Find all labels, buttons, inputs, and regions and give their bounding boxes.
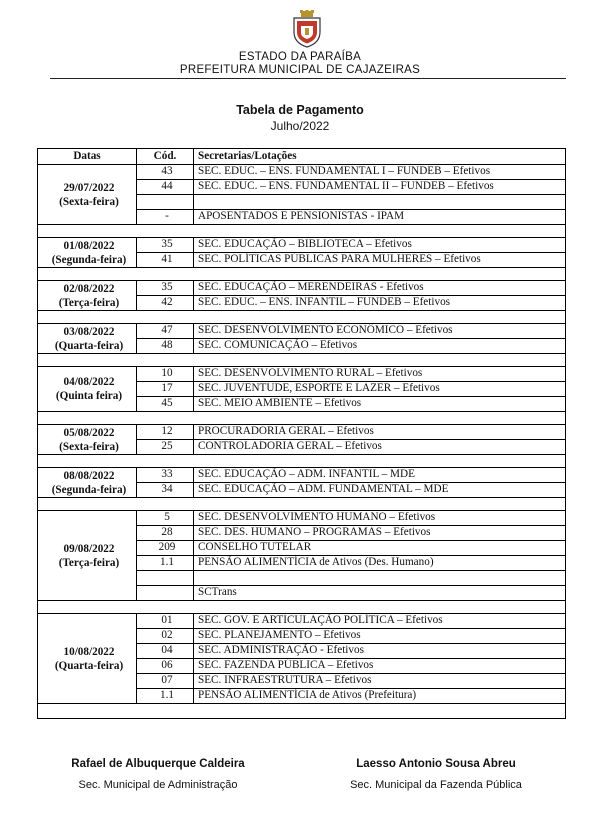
code-cell: 1.1 xyxy=(137,556,194,571)
payment-date-cell xyxy=(38,425,137,455)
code-cell: 35 xyxy=(137,281,194,296)
separator-cell xyxy=(38,268,566,281)
code-cell: 42 xyxy=(137,296,194,311)
department-cell: PENSÃO ALIMENTÍCIA de Ativos (Prefeitura) xyxy=(194,689,566,704)
separator-cell xyxy=(38,354,566,367)
department-cell: SEC. EDUC. – ENS. FUNDAMENTAL I – FUNDEB – Efetivos xyxy=(194,165,566,180)
payment-date: 05/08/2022 xyxy=(63,426,115,439)
department-cell: SEC. PLANEJAMENTO – Efetivos xyxy=(194,629,566,644)
department-cell: SEC. EDUCAÇÃO – ADM. INFANTIL – MDE xyxy=(194,468,566,483)
department-cell: SEC. EDUCAÇÃO – ADM. FUNDAMENTAL – MDE xyxy=(194,483,566,498)
separator-row xyxy=(38,498,566,511)
department-cell: SEC. DESENVOLVIMENTO RURAL – Efetivos xyxy=(194,367,566,382)
separator-row xyxy=(38,704,566,719)
payment-date-cell xyxy=(38,468,137,498)
code-cell: 04 xyxy=(137,644,194,659)
separator-cell xyxy=(38,412,566,425)
payment-date: 08/08/2022 xyxy=(63,469,115,482)
separator-cell xyxy=(38,704,566,719)
signature-block-administration xyxy=(28,758,288,791)
table-header-row xyxy=(38,149,566,165)
city-hall-header: PREFEITURA MUNICIPAL DE CAJAZEIRAS xyxy=(179,64,421,76)
code-cell: 44 xyxy=(137,180,194,195)
payment-date: 04/08/2022 xyxy=(63,376,115,388)
code-cell: 1.1 xyxy=(137,689,194,704)
department-cell: PENSÃO ALIMENTÍCIA de Ativos (Des. Humano) xyxy=(194,556,566,571)
department-cell: SEC. DES. HUMANO – PROGRAMAS – Efetivos xyxy=(194,526,566,541)
table-row xyxy=(38,367,566,382)
code-cell: 5 xyxy=(137,511,194,526)
header-divider xyxy=(50,78,566,79)
department-cell: SEC. DESENVOLVIMENTO HUMANO – Efetivos xyxy=(194,511,566,526)
separator-cell xyxy=(38,311,566,324)
code-cell xyxy=(137,571,194,586)
payment-table-body xyxy=(38,165,566,719)
table-row xyxy=(38,425,566,440)
department-cell: SEC. EDUC. – ENS. FUNDAMENTAL II – FUNDEB – Efetivos xyxy=(194,180,566,195)
separator-cell xyxy=(38,601,566,614)
code-cell: 209 xyxy=(137,541,194,556)
payment-weekday: (Terça-feira) xyxy=(58,296,120,309)
separator-row xyxy=(38,354,566,367)
department-cell: SCTrans xyxy=(194,586,566,601)
code-cell: 34 xyxy=(137,483,194,498)
code-cell: 07 xyxy=(137,674,194,689)
payment-date-cell xyxy=(38,367,137,412)
department-cell xyxy=(194,571,566,586)
signer-role: Sec. Municipal da Fazenda Pública xyxy=(350,779,522,791)
department-cell: SEC. MEIO AMBIENTE – Efetivos xyxy=(194,397,566,412)
payment-date-cell xyxy=(38,324,137,354)
code-cell: 28 xyxy=(137,526,194,541)
department-cell: SEC. DESENVOLVIMENTO ECONÔMICO – Efetivos xyxy=(194,324,566,339)
separator-row xyxy=(38,311,566,324)
department-cell: SEC. ADMINISTRAÇÃO - Efetivos xyxy=(194,644,566,659)
payment-date-cell xyxy=(38,614,137,704)
department-cell: SEC. EDUC. – ENS. INFANTIL – FUNDEB – Efetivos xyxy=(194,296,566,311)
payment-weekday: (Quarta-feira) xyxy=(54,659,124,672)
signer-name: Rafael de Albuquerque Caldeira xyxy=(71,758,245,770)
document-title: Tabela de Pagamento xyxy=(236,103,364,117)
code-cell xyxy=(137,195,194,210)
department-cell: SEC. GOV. E ARTICULAÇÃO POLÍTICA – Efetivos xyxy=(194,614,566,629)
table-row xyxy=(38,468,566,483)
department-cell: APOSENTADOS E PENSIONISTAS - IPAM xyxy=(194,210,566,225)
department-cell: PROCURADORIA GERAL – Efetivos xyxy=(194,425,566,440)
code-cell: 45 xyxy=(137,397,194,412)
department-cell: SEC. COMUNICAÇÃO – Efetivos xyxy=(194,339,566,354)
code-cell: 43 xyxy=(137,165,194,180)
code-cell: 33 xyxy=(137,468,194,483)
column-header-department: Secretarias/Lotações xyxy=(194,149,566,165)
department-cell xyxy=(194,195,566,210)
separator-row xyxy=(38,268,566,281)
department-cell: CONTROLADORIA GERAL – Efetivos xyxy=(194,440,566,455)
payment-weekday: (Sexta-feira) xyxy=(59,195,119,208)
code-cell: 48 xyxy=(137,339,194,354)
code-cell: 41 xyxy=(137,253,194,268)
department-cell: SEC. FAZENDA PÚBLICA – Efetivos xyxy=(194,659,566,674)
payment-date-cell xyxy=(38,281,137,311)
department-cell: SEC. EDUCAÇÃO – MERENDEIRAS - Efetivos xyxy=(194,281,566,296)
payment-date: 10/08/2022 xyxy=(63,645,115,658)
separator-row xyxy=(38,225,566,238)
code-cell: 25 xyxy=(137,440,194,455)
payment-date-cell xyxy=(38,165,137,225)
separator-cell xyxy=(38,225,566,238)
separator-row xyxy=(38,455,566,468)
document-period: Julho/2022 xyxy=(270,119,330,133)
coat-of-arms-icon xyxy=(292,10,322,48)
code-cell xyxy=(137,586,194,601)
department-cell: SEC. JUVENTUDE, ESPORTE E LAZER – Efetivos xyxy=(194,382,566,397)
state-header: ESTADO DA PARAÍBA xyxy=(238,51,362,63)
separator-cell xyxy=(38,455,566,468)
separator-row xyxy=(38,601,566,614)
payment-date-cell xyxy=(38,238,137,268)
payment-date: 02/08/2022 xyxy=(63,282,115,295)
table-row xyxy=(38,614,566,629)
department-cell: CONSELHO TUTELAR xyxy=(194,541,566,556)
code-cell: 01 xyxy=(137,614,194,629)
department-cell: SEC. INFRAESTRUTURA – Efetivos xyxy=(194,674,566,689)
table-row xyxy=(38,281,566,296)
code-cell: 12 xyxy=(137,425,194,440)
signer-name: Laesso Antonio Sousa Abreu xyxy=(356,758,516,770)
payment-weekday: (Segunda-feira) xyxy=(51,483,127,496)
payment-weekday: (Quarta-feira) xyxy=(54,339,124,352)
separator-cell xyxy=(38,498,566,511)
column-header-code: Cód. xyxy=(137,149,194,165)
signature-block-finance xyxy=(306,758,566,791)
payment-weekday: (Terça-feira) xyxy=(58,556,120,569)
table-row xyxy=(38,511,566,526)
code-cell: 06 xyxy=(137,659,194,674)
department-cell: SEC. POLÍTICAS PÚBLICAS PARA MULHERES – Efetivos xyxy=(194,253,566,268)
payment-weekday: (Segunda-feira) xyxy=(51,253,127,266)
payment-date: 01/08/2022 xyxy=(63,239,115,252)
payment-date: 29/07/2022 xyxy=(63,181,115,194)
table-row xyxy=(38,165,566,180)
table-row xyxy=(38,238,566,253)
payment-date: 03/08/2022 xyxy=(63,325,115,338)
payment-date: 09/08/2022 xyxy=(63,542,115,555)
payment-table xyxy=(37,148,566,719)
code-cell: 02 xyxy=(137,629,194,644)
code-cell: 10 xyxy=(137,367,194,382)
payment-weekday: (Quinta feira) xyxy=(55,390,123,402)
code-cell: - xyxy=(137,210,194,225)
separator-row xyxy=(38,412,566,425)
code-cell: 17 xyxy=(137,382,194,397)
code-cell: 47 xyxy=(137,324,194,339)
code-cell: 35 xyxy=(137,238,194,253)
table-row xyxy=(38,324,566,339)
payment-date-cell xyxy=(38,511,137,601)
payment-weekday: (Sexta-feira) xyxy=(59,440,119,453)
department-cell: SEC. EDUCAÇÃO – BIBLIOTECA – Efetivos xyxy=(194,238,566,253)
column-header-date: Datas xyxy=(38,149,137,165)
signer-role: Sec. Municipal de Administração xyxy=(78,779,238,791)
